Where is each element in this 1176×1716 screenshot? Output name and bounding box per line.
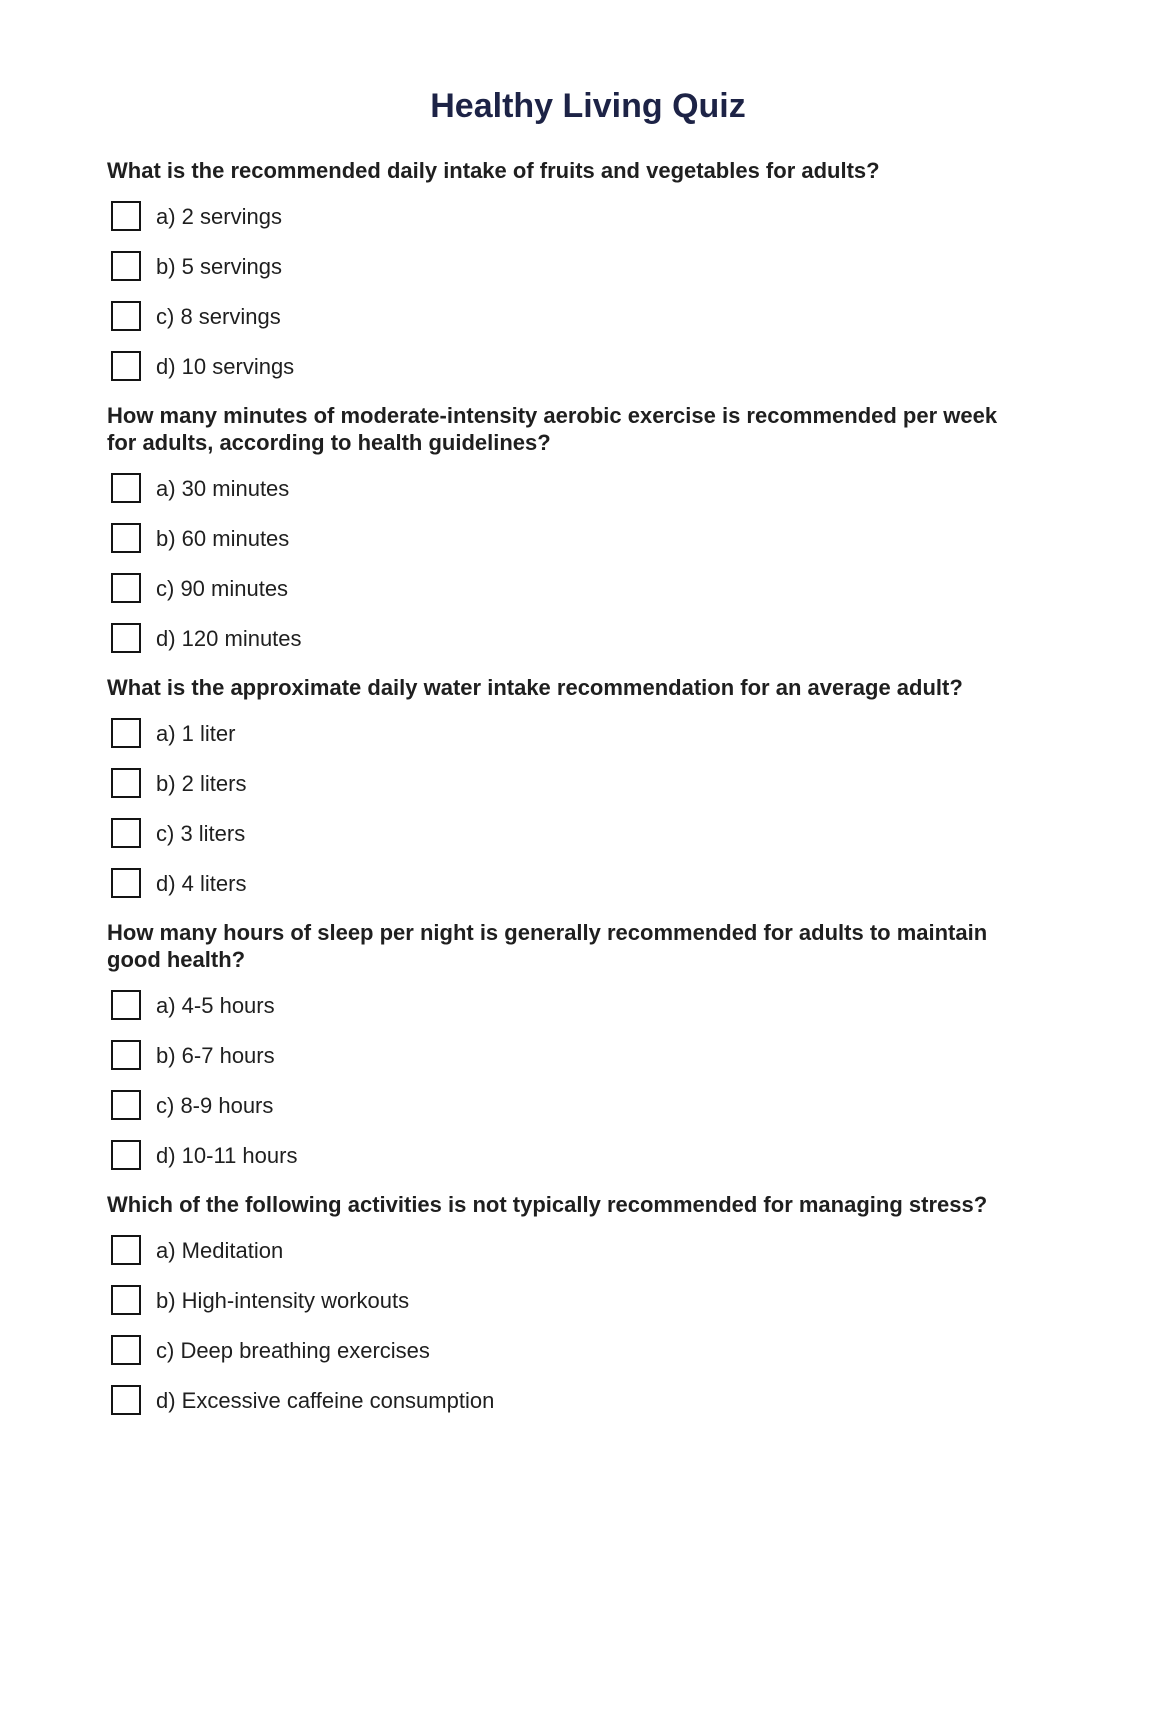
option-row — [107, 990, 1067, 1020]
option-checkbox-icon[interactable] — [111, 868, 141, 898]
option-row — [107, 1335, 1067, 1365]
option-label: d) 10 servings — [156, 353, 295, 379]
question-text — [107, 157, 1067, 184]
option-row — [107, 201, 1067, 231]
option-label: c) 90 minutes — [156, 575, 289, 601]
question-line: How many hours of sleep per night is generally recommended for adults to maintain — [107, 920, 988, 945]
question-line: What is the recommended daily intake of fruits and vegetables for adults? — [107, 158, 880, 183]
option-label: b) 6-7 hours — [156, 1042, 275, 1068]
option-row — [107, 1140, 1067, 1170]
option-row — [107, 351, 1067, 381]
question-block-4 — [107, 919, 1067, 1170]
option-checkbox-icon[interactable] — [111, 768, 141, 798]
option-label: a) 4-5 hours — [156, 992, 275, 1018]
option-label: a) 2 servings — [156, 203, 282, 229]
option-checkbox-icon[interactable] — [111, 301, 141, 331]
option-checkbox-icon[interactable] — [111, 573, 141, 603]
question-line: What is the approximate daily water intake recommendation for an average adult? — [107, 675, 963, 700]
option-row — [107, 623, 1067, 653]
option-checkbox-icon[interactable] — [111, 473, 141, 503]
option-row — [107, 1235, 1067, 1265]
option-row — [107, 1040, 1067, 1070]
option-checkbox-icon[interactable] — [111, 1385, 141, 1415]
option-label: b) 60 minutes — [156, 525, 290, 551]
question-block-5 — [107, 1191, 1067, 1415]
option-row — [107, 301, 1067, 331]
option-row — [107, 473, 1067, 503]
option-label: c) 3 liters — [156, 820, 246, 846]
option-row — [107, 1385, 1067, 1415]
option-label: c) Deep breathing exercises — [156, 1337, 430, 1363]
option-checkbox-icon[interactable] — [111, 1040, 141, 1070]
page-title: Healthy Living Quiz — [430, 87, 746, 125]
option-checkbox-icon[interactable] — [111, 818, 141, 848]
question-text — [107, 919, 1067, 973]
option-row — [107, 718, 1067, 748]
options-list — [107, 990, 1067, 1170]
question-line: How many minutes of moderate-intensity aerobic exercise is recommended per week — [107, 403, 998, 428]
option-label: a) Meditation — [156, 1237, 284, 1263]
option-row — [107, 573, 1067, 603]
question-text — [107, 1191, 1067, 1218]
options-list — [107, 718, 1067, 898]
option-row — [107, 768, 1067, 798]
option-row — [107, 251, 1067, 281]
option-checkbox-icon[interactable] — [111, 718, 141, 748]
option-checkbox-icon[interactable] — [111, 251, 141, 281]
options-list — [107, 201, 1067, 381]
question-line: for adults, according to health guidelines? — [107, 430, 551, 455]
option-checkbox-icon[interactable] — [111, 351, 141, 381]
option-label: b) High-intensity workouts — [156, 1287, 410, 1313]
option-row — [107, 523, 1067, 553]
option-checkbox-icon[interactable] — [111, 1285, 141, 1315]
option-checkbox-icon[interactable] — [111, 523, 141, 553]
question-line: Which of the following activities is not typically recommended for managing stress? — [107, 1192, 988, 1217]
option-label: d) 4 liters — [156, 870, 247, 896]
option-checkbox-icon[interactable] — [111, 1140, 141, 1170]
option-row — [107, 818, 1067, 848]
option-label: a) 1 liter — [156, 720, 236, 746]
option-row — [107, 1285, 1067, 1315]
question-text — [107, 674, 1067, 701]
question-text — [107, 402, 1067, 456]
option-label: b) 2 liters — [156, 770, 247, 796]
option-checkbox-icon[interactable] — [111, 1090, 141, 1120]
options-list — [107, 473, 1067, 653]
option-label: d) 10-11 hours — [156, 1142, 298, 1168]
options-list — [107, 1235, 1067, 1415]
option-checkbox-icon[interactable] — [111, 1235, 141, 1265]
quiz-content — [107, 157, 1067, 1415]
question-block-3 — [107, 674, 1067, 898]
option-label: b) 5 servings — [156, 253, 282, 279]
option-label: d) Excessive caffeine consumption — [156, 1387, 495, 1413]
option-checkbox-icon[interactable] — [111, 1335, 141, 1365]
option-label: a) 30 minutes — [156, 475, 290, 501]
question-block-2 — [107, 402, 1067, 653]
option-checkbox-icon[interactable] — [111, 201, 141, 231]
option-row — [107, 1090, 1067, 1120]
question-line: good health? — [107, 947, 246, 972]
option-row — [107, 868, 1067, 898]
option-checkbox-icon[interactable] — [111, 990, 141, 1020]
quiz-page — [0, 86, 1176, 1716]
option-label: c) 8-9 hours — [156, 1092, 274, 1118]
option-label: c) 8 servings — [156, 303, 281, 329]
option-label: d) 120 minutes — [156, 625, 302, 651]
option-checkbox-icon[interactable] — [111, 623, 141, 653]
question-block-1 — [107, 157, 1067, 381]
